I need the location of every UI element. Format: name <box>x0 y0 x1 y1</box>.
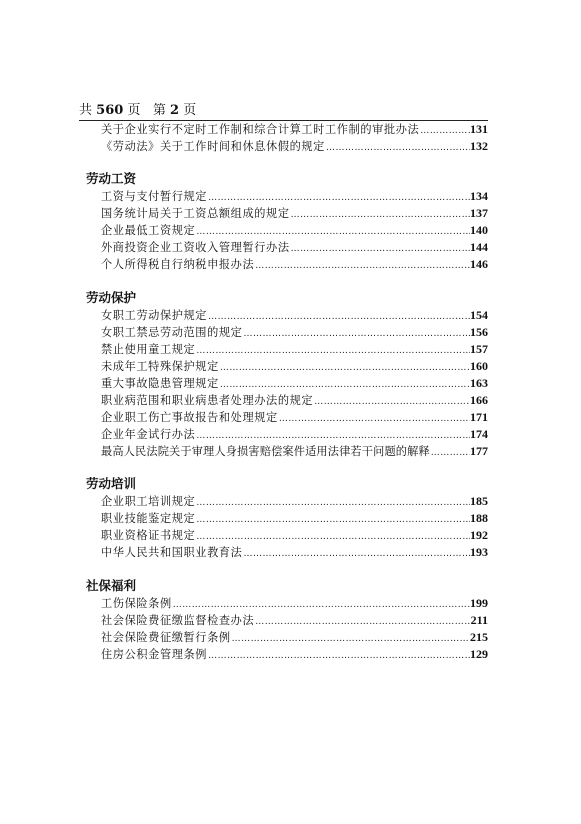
leader-dots <box>219 360 470 376</box>
toc-entry-title: 职业资格证书规定 <box>101 529 196 542</box>
leader-dots <box>278 411 470 427</box>
leader-dots <box>207 309 470 325</box>
toc-entry[interactable] <box>101 646 488 662</box>
toc-entry-page: 185 <box>470 494 488 508</box>
leader-dots <box>195 224 470 240</box>
toc-entry-page: 177 <box>470 444 488 458</box>
toc-entry-title: 社会保险费征缴暂行条例 <box>101 631 231 644</box>
toc-entry-title: 住房公积金管理条例 <box>101 648 208 661</box>
toc-entry-title: 个人所得税自行纳税申报办法 <box>101 258 255 271</box>
toc-entry-title: 企业职工伤亡事故报告和处理规定 <box>101 411 278 424</box>
toc-entry-page: 160 <box>470 359 488 373</box>
toc-entry-title: 重大事故隐患管理规定 <box>101 377 219 390</box>
toc-entry-page: 156 <box>470 325 488 339</box>
toc-entry-page: 215 <box>470 630 488 644</box>
toc-entry-page: 144 <box>470 240 488 254</box>
toc-entry[interactable] <box>101 121 488 137</box>
toc-entry-page: 188 <box>470 511 488 525</box>
toc-entry[interactable] <box>101 392 488 408</box>
toc-entry[interactable] <box>101 222 488 238</box>
toc-entry-page: 140 <box>470 223 488 237</box>
toc-entry-title: 企业最低工资规定 <box>101 224 196 237</box>
leader-dots <box>242 546 470 562</box>
toc-entry[interactable] <box>101 324 488 340</box>
leader-dots <box>419 123 470 139</box>
toc-entry[interactable] <box>101 426 488 442</box>
leader-dots <box>290 241 470 257</box>
toc-entry-title: 职业技能鉴定规定 <box>101 512 196 525</box>
toc-entry-page: 154 <box>470 308 488 322</box>
toc-entry-title: 国务统计局关于工资总额组成的规定 <box>101 207 290 220</box>
toc-entry-page: 137 <box>470 206 488 220</box>
toc-entry[interactable] <box>101 256 488 272</box>
toc-entry-title: 禁止使用童工规定 <box>101 343 196 356</box>
toc-entry-page: 132 <box>470 139 488 153</box>
toc-entry-page: 193 <box>470 545 488 559</box>
toc-entry-page: 129 <box>470 647 488 661</box>
toc-entry-page: 192 <box>470 528 488 542</box>
toc-entry[interactable] <box>101 358 488 374</box>
leader-dots <box>195 512 470 528</box>
toc-entry-title: 外商投资企业工资收入管理暂行办法 <box>101 241 290 254</box>
toc-entry-title: 中华人民共和国职业教育法 <box>101 546 243 559</box>
leader-dots <box>313 394 470 410</box>
leader-dots <box>254 614 470 630</box>
toc-entry-title: 职业病范围和职业病患者处理办法的规定 <box>101 394 314 407</box>
toc-entry-title: 工伤保险条例 <box>101 597 172 610</box>
toc-entry[interactable] <box>101 375 488 391</box>
page-number-prefix: 第 <box>152 103 166 118</box>
toc-entry[interactable] <box>101 307 488 323</box>
total-pages-prefix: 共 <box>79 103 93 118</box>
leader-dots <box>195 343 470 359</box>
toc-entry[interactable] <box>101 341 488 357</box>
toc-entry-page: 166 <box>470 393 488 407</box>
leader-dots <box>231 631 470 647</box>
page-number-suffix: 页 <box>183 103 197 118</box>
toc-entry[interactable] <box>101 205 488 221</box>
toc-entry-page: 199 <box>470 596 488 610</box>
toc-entry-title: 企业年金试行办法 <box>101 428 196 441</box>
leader-dots <box>195 529 470 545</box>
toc-entry[interactable] <box>101 188 488 204</box>
toc-entry-title: 社会保险费征缴监督检查办法 <box>101 614 255 627</box>
toc-entry[interactable] <box>101 138 488 154</box>
toc-entry[interactable] <box>101 443 488 459</box>
leader-dots <box>195 428 470 444</box>
toc-entry-title: 女职工劳动保护规定 <box>101 309 208 322</box>
leader-dots <box>254 258 470 274</box>
toc-entry-title: 企业职工培训规定 <box>101 495 196 508</box>
leader-dots <box>290 207 470 223</box>
toc-entry[interactable] <box>101 409 488 425</box>
toc-entry[interactable] <box>101 239 488 255</box>
leader-dots <box>207 190 470 206</box>
toc-entry-page: 146 <box>470 257 488 271</box>
section-heading: 劳动工资 <box>86 171 137 186</box>
section-heading: 劳动保护 <box>86 290 137 305</box>
total-pages-value: 560 <box>96 103 124 118</box>
toc-entry-page: 171 <box>470 410 488 424</box>
toc-entry[interactable] <box>101 527 488 543</box>
toc-entry-page: 134 <box>470 189 488 203</box>
section-heading: 社保福利 <box>86 578 137 593</box>
toc-entry-title: 女职工禁忌劳动范围的规定 <box>101 326 243 339</box>
page-number-value: 2 <box>170 103 180 118</box>
leader-dots <box>430 445 470 461</box>
toc-entry-title: 最高人民法院关于审理人身损害赔偿案件适用法律若干问题的解释 <box>101 445 430 458</box>
leader-dots <box>207 648 470 664</box>
leader-dots <box>195 495 470 511</box>
toc-entry-page: 174 <box>470 427 488 441</box>
total-pages-suffix: 页 <box>127 103 141 118</box>
leader-dots <box>172 597 470 613</box>
toc-entry[interactable] <box>101 595 488 611</box>
toc-entry[interactable] <box>101 544 488 560</box>
leader-dots <box>219 377 470 393</box>
section-heading: 劳动培训 <box>86 476 137 491</box>
toc-entry-title: 关于企业实行不定时工作制和综合计算工时工作制的审批办法 <box>101 123 420 136</box>
toc-entry[interactable] <box>101 493 488 509</box>
toc-entry-title: 工资与支付暂行规定 <box>101 190 208 203</box>
leader-dots <box>242 326 470 342</box>
leader-dots <box>325 140 470 156</box>
toc-entry-title: 未成年工特殊保护规定 <box>101 360 219 373</box>
toc-entry-title: 《劳动法》关于工作时间和休息休假的规定 <box>101 140 325 153</box>
toc-entry[interactable] <box>101 612 488 628</box>
toc-entry-page: 157 <box>470 342 488 356</box>
toc-entry-page: 131 <box>470 122 488 136</box>
toc-entry[interactable] <box>101 510 488 526</box>
toc-entry-page: 163 <box>470 376 488 390</box>
toc-entry[interactable] <box>101 629 488 645</box>
toc-entry-page: 211 <box>470 613 488 627</box>
